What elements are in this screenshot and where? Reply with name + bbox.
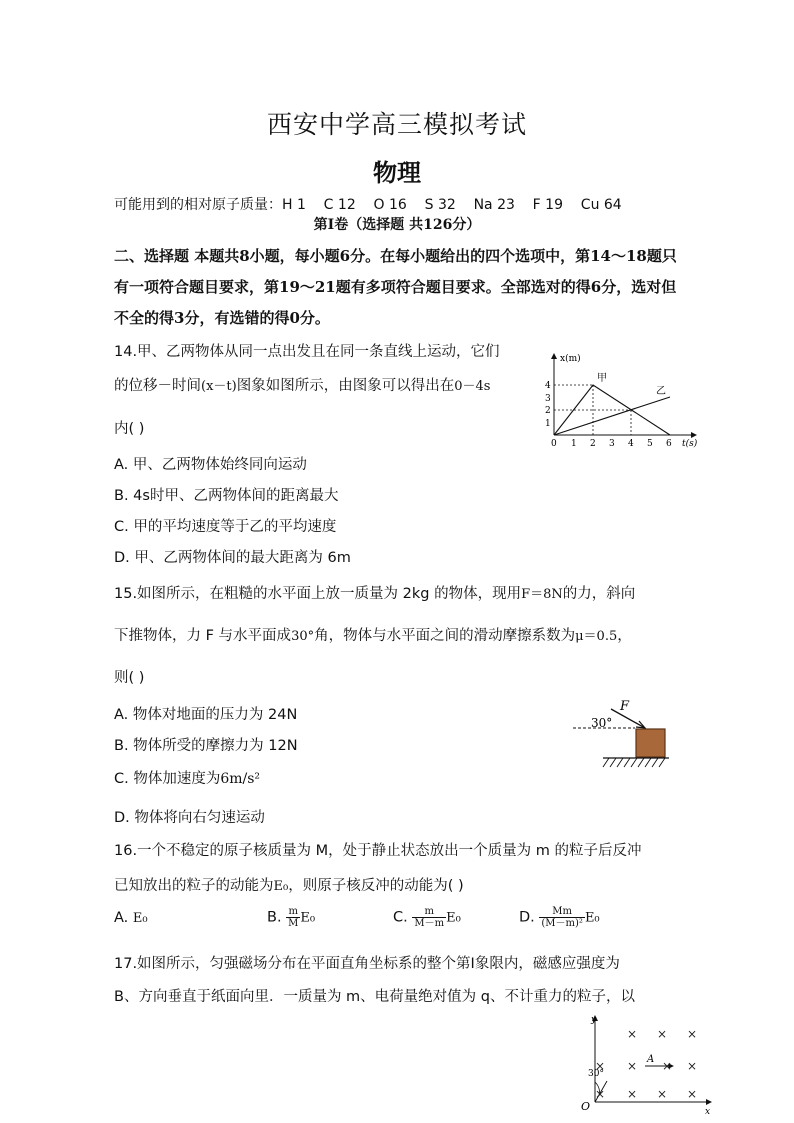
ytick-2: 2 bbox=[545, 406, 551, 416]
xtick-0: 0 bbox=[551, 439, 557, 449]
xtick-3: 3 bbox=[609, 439, 615, 449]
q14-option-d: D. 甲、乙两物体间的最大距离为 6m bbox=[114, 550, 351, 566]
q14-option-c: C. 甲的平均速度等于乙的平均速度 bbox=[114, 519, 337, 535]
block bbox=[636, 729, 665, 757]
svg-text:×: × bbox=[627, 1087, 638, 1101]
xtick-2: 2 bbox=[590, 439, 596, 449]
q16-line2: 已知放出的粒子的动能为E₀，则原子核反冲的动能为( ) bbox=[114, 878, 464, 894]
origin-label: O bbox=[581, 1100, 591, 1113]
q14-line2: 的位移－时间(x－t)图象如图所示，由图象可以得出在0－4s bbox=[114, 378, 491, 394]
q15-option-c: C. 物体加速度为6m/s² bbox=[114, 771, 261, 787]
svg-text:×: × bbox=[595, 1087, 606, 1101]
q15-block-figure bbox=[565, 695, 673, 773]
label-jia: 甲 bbox=[597, 373, 607, 384]
y-axis-label: x(m) bbox=[560, 354, 581, 364]
svg-text:×: × bbox=[627, 1027, 638, 1041]
q16-line1: 16.一个不稳定的原子核质量为 M，处于静止状态放出一个质量为 m 的粒子后反冲 bbox=[114, 843, 642, 859]
angle-label: 30° bbox=[588, 1069, 604, 1079]
ytick-1: 1 bbox=[545, 419, 551, 429]
ground-hatch bbox=[603, 758, 665, 767]
svg-text:×: × bbox=[595, 1059, 606, 1073]
q15-line2: 下推物体，力 F 与水平面成30°角，物体与水平面之间的滑动摩擦系数为μ＝0.5， bbox=[114, 628, 632, 644]
x-label: x bbox=[705, 1107, 711, 1117]
svg-text:×: × bbox=[657, 1027, 668, 1041]
point-a-label: A bbox=[647, 1054, 655, 1065]
subject-title: 物理 bbox=[373, 159, 421, 187]
q16-option-a: A. E₀ bbox=[114, 910, 148, 926]
q17-magnetic-field-figure bbox=[575, 1010, 715, 1120]
q16-option-d: D. $\frac{Mm}{\text{(M－m)²}}$ E₀ bbox=[519, 906, 600, 929]
q15-option-a: A. 物体对地面的压力为 24N bbox=[114, 707, 298, 723]
q15-option-b: B. 物体所受的摩擦力为 12N bbox=[114, 738, 298, 754]
svg-text:×: × bbox=[627, 1059, 638, 1073]
q16-option-b: B. $\frac{m}{M}$ E₀ bbox=[267, 906, 316, 929]
svg-text:×: × bbox=[687, 1059, 698, 1073]
xtick-6: 6 bbox=[666, 439, 672, 449]
force-arrowhead bbox=[636, 721, 645, 728]
q14-line3: 内( ) bbox=[114, 421, 145, 437]
exam-title: 西安中学高三模拟考试 bbox=[266, 110, 527, 139]
q14-option-a: A. 甲、乙两物体始终同向运动 bbox=[114, 457, 307, 473]
q16-option-c: C. $\frac{m}{M-m}$ E₀ bbox=[393, 906, 461, 929]
q15-line3: 则( ) bbox=[114, 670, 145, 686]
line-yi bbox=[554, 397, 670, 435]
q17-line2: B、方向垂直于纸面向里．一质量为 m、电荷量绝对值为 q、不计重力的粒子，以 bbox=[114, 989, 635, 1005]
atomic-masses: 可能用到的相对原子质量：H 1 C 12 O 16 S 32 Na 23 F 19 Cu 64 bbox=[114, 197, 622, 213]
xtick-1: 1 bbox=[571, 439, 577, 449]
part-title: 第Ⅰ卷（选择题 共126分） bbox=[313, 217, 481, 233]
svg-text:×: × bbox=[687, 1087, 698, 1101]
force-label: F bbox=[620, 699, 630, 714]
x-axis-label: t(s) bbox=[682, 439, 698, 449]
svg-text:×: × bbox=[657, 1087, 668, 1101]
ytick-3: 3 bbox=[545, 394, 551, 404]
section-instructions: 二、选择题 本题共8小题，每小题6分。在每小题给出的四个选项中，第14～18题只有一项符合题目要求，第19～21题有多项符合题目要求。全部选对的得6分，选对但不全的得3分，有选错的得0分。 bbox=[114, 247, 677, 327]
label-yi: 乙 bbox=[656, 386, 666, 397]
q15-line1: 15.如图所示，在粗糙的水平面上放一质量为 2kg 的物体，现用F＝8N的力，斜向 bbox=[114, 586, 636, 602]
q15-option-d: D. 物体将向右匀速运动 bbox=[114, 810, 265, 826]
svg-text:×: × bbox=[687, 1027, 698, 1041]
xtick-5: 5 bbox=[647, 439, 653, 449]
y-label: y bbox=[591, 1015, 597, 1025]
svg-text:×: × bbox=[662, 1059, 673, 1073]
q14-line1: 14.甲、乙两物体从同一点出发且在同一条直线上运动，它们 bbox=[114, 344, 500, 360]
angle-label: 30° bbox=[591, 716, 613, 730]
q14-option-b: B. 4s时甲、乙两物体间的距离最大 bbox=[114, 488, 339, 504]
ytick-4: 4 bbox=[545, 381, 551, 391]
q17-line1: 17.如图所示，匀强磁场分布在平面直角坐标系的整个第Ⅰ象限内，磁感应强度为 bbox=[114, 956, 620, 972]
xtick-4: 4 bbox=[628, 439, 634, 449]
q14-xt-graph bbox=[538, 348, 698, 454]
